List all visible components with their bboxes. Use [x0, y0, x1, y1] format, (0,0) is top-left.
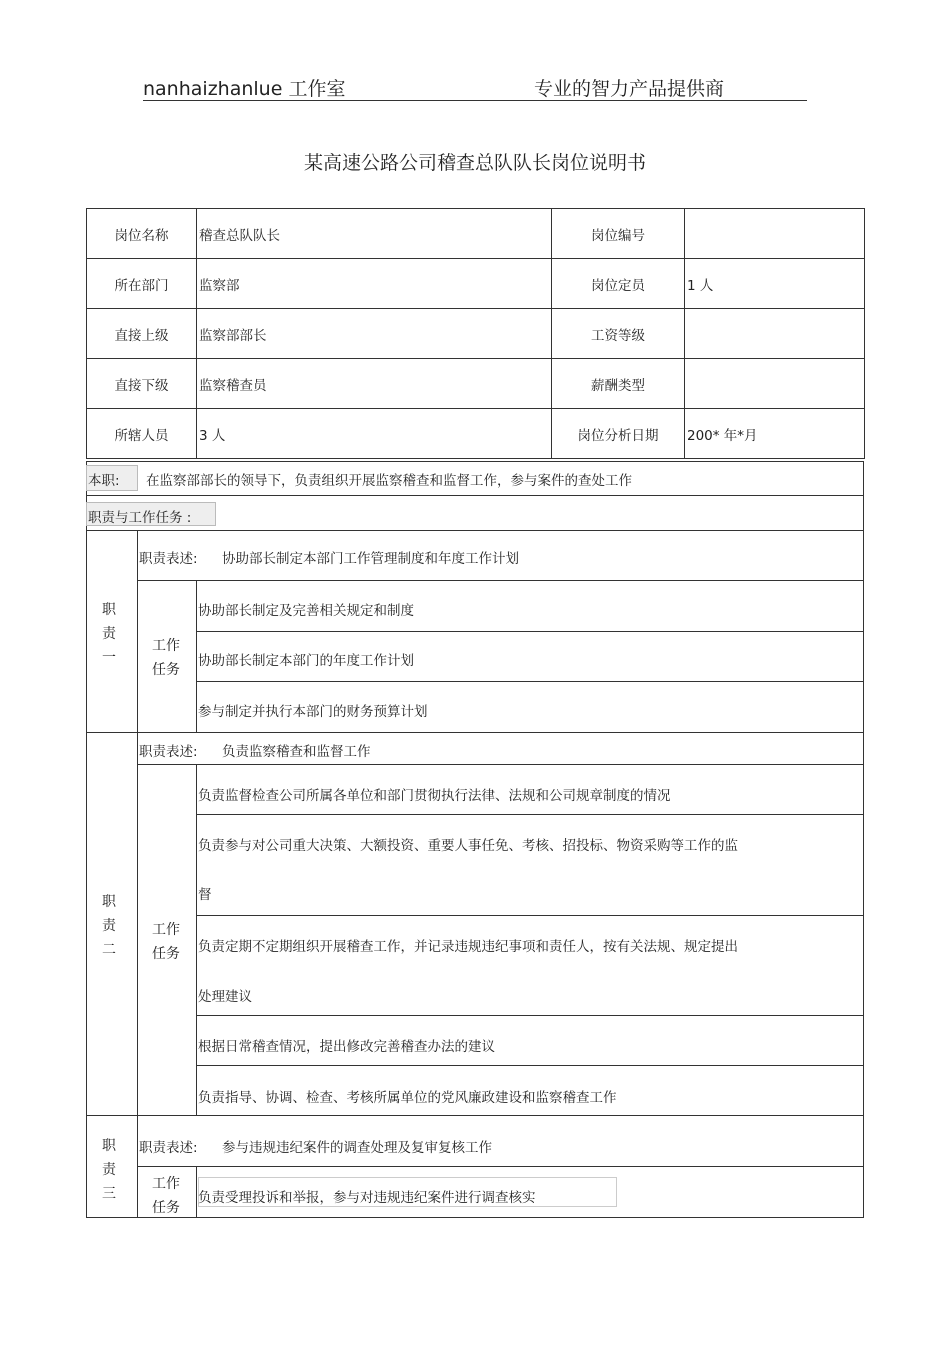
row-line: [137, 580, 864, 581]
task-col-divider: [196, 1166, 197, 1218]
header-left: nanhaizhanlue 工作室: [143, 78, 346, 100]
task-col-divider: [196, 580, 197, 732]
info-label: 所辖人员: [87, 409, 197, 459]
row-line: [196, 814, 864, 815]
duty-1-task-label: 工作 任务: [152, 638, 180, 678]
duty-1-task-2: 协助部长制定本部门的年度工作计划: [198, 653, 414, 669]
row-line: [137, 1166, 864, 1167]
duty-3-name: 职 责 三: [102, 1138, 116, 1202]
info-value: 稽查总队队长: [197, 209, 552, 259]
duty-1-task-1: 协助部长制定及完善相关规定和制度: [198, 603, 414, 619]
table-row: [87, 209, 865, 259]
duty-2-task-2: 负责参与对公司重大决策、大额投资、重要人事任免、考核、招投标、物资采购等工作的监: [198, 838, 738, 854]
row-line: [196, 1065, 864, 1066]
info-label: 所在部门: [87, 259, 197, 309]
duty-separator: [86, 732, 864, 733]
duty-2-task-label: 工作 任务: [152, 922, 180, 962]
info-label: 岗位分析日期: [552, 409, 685, 459]
duty-2-task-4: 根据日常稽查情况，提出修改完善稽查办法的建议: [198, 1039, 495, 1055]
table-row: [87, 359, 865, 409]
duty-1-desc: 协助部长制定本部门工作管理制度和年度工作计划: [222, 551, 519, 567]
info-value: [685, 359, 865, 409]
info-label: 直接上级: [87, 309, 197, 359]
row-line: [196, 915, 864, 916]
header-right: 专业的智力产品提供商: [534, 78, 725, 100]
row-line: [196, 681, 864, 682]
row-line: [196, 631, 864, 632]
info-label: 岗位定员: [552, 259, 685, 309]
duty-2-task-3: 负责定期不定期组织开展稽查工作，并记录违规违纪事项和责任人，按有关法规、规定提出: [198, 939, 738, 955]
info-value: 监察部部长: [197, 309, 552, 359]
table-row: [87, 259, 865, 309]
info-label: 直接下级: [87, 359, 197, 409]
row-line: [137, 764, 864, 765]
duty-2-task-2b: 督: [198, 887, 212, 903]
duty-3-desc-label: 职责表述:: [139, 1140, 198, 1156]
info-value: 200* 年*月: [685, 409, 865, 459]
info-value: 监察部: [197, 259, 552, 309]
duty-2-task-1: 负责监督检查公司所属各单位和部门贯彻执行法律、法规和公司规章制度的情况: [198, 788, 671, 804]
duty-2-task-3b: 处理建议: [198, 989, 252, 1005]
task-col-divider: [196, 764, 197, 1115]
info-value: 监察稽查员: [197, 359, 552, 409]
info-value: [685, 209, 865, 259]
duty-1-desc-label: 职责表述:: [139, 551, 198, 567]
info-value: 1 人: [685, 259, 865, 309]
duty-3-desc: 参与违规违纪案件的调查处理及复审复核工作: [222, 1140, 492, 1156]
benzhi-label: 本职:: [88, 473, 120, 489]
info-table: [86, 208, 865, 459]
info-label: 工资等级: [552, 309, 685, 359]
page-title: 某高速公路公司稽查总队队长岗位说明书: [303, 152, 646, 174]
row-line: [196, 1015, 864, 1016]
table-row: [87, 409, 865, 459]
duty-2-task-5: 负责指导、协调、检查、考核所属单位的党风廉政建设和监察稽查工作: [198, 1090, 617, 1106]
duty-2-desc: 负责监察稽查和监督工作: [222, 744, 371, 760]
info-value: [685, 309, 865, 359]
duty-3-task-label: 工作 任务: [152, 1176, 180, 1216]
duty-1-name: 职 责 一: [102, 602, 116, 666]
header-divider: [143, 100, 807, 101]
table-row: [87, 309, 865, 359]
info-label: 岗位编号: [552, 209, 685, 259]
duties-header: 职责与工作任务 :: [88, 510, 192, 526]
duty-2-desc-label: 职责表述:: [139, 744, 198, 760]
duty-1-task-3: 参与制定并执行本部门的财务预算计划: [198, 704, 428, 720]
info-value: 3 人: [197, 409, 552, 459]
duty-3-task-1: 负责受理投诉和举报，参与对违规违纪案件进行调查核实: [198, 1190, 536, 1206]
benzhi-text: 在监察部部长的领导下，负责组织开展监察稽查和监督工作，参与案件的查处工作: [146, 473, 632, 489]
info-label: 薪酬类型: [552, 359, 685, 409]
duty-2-name: 职 责 二: [102, 894, 116, 958]
info-label: 岗位名称: [87, 209, 197, 259]
duty-separator: [86, 1115, 864, 1116]
